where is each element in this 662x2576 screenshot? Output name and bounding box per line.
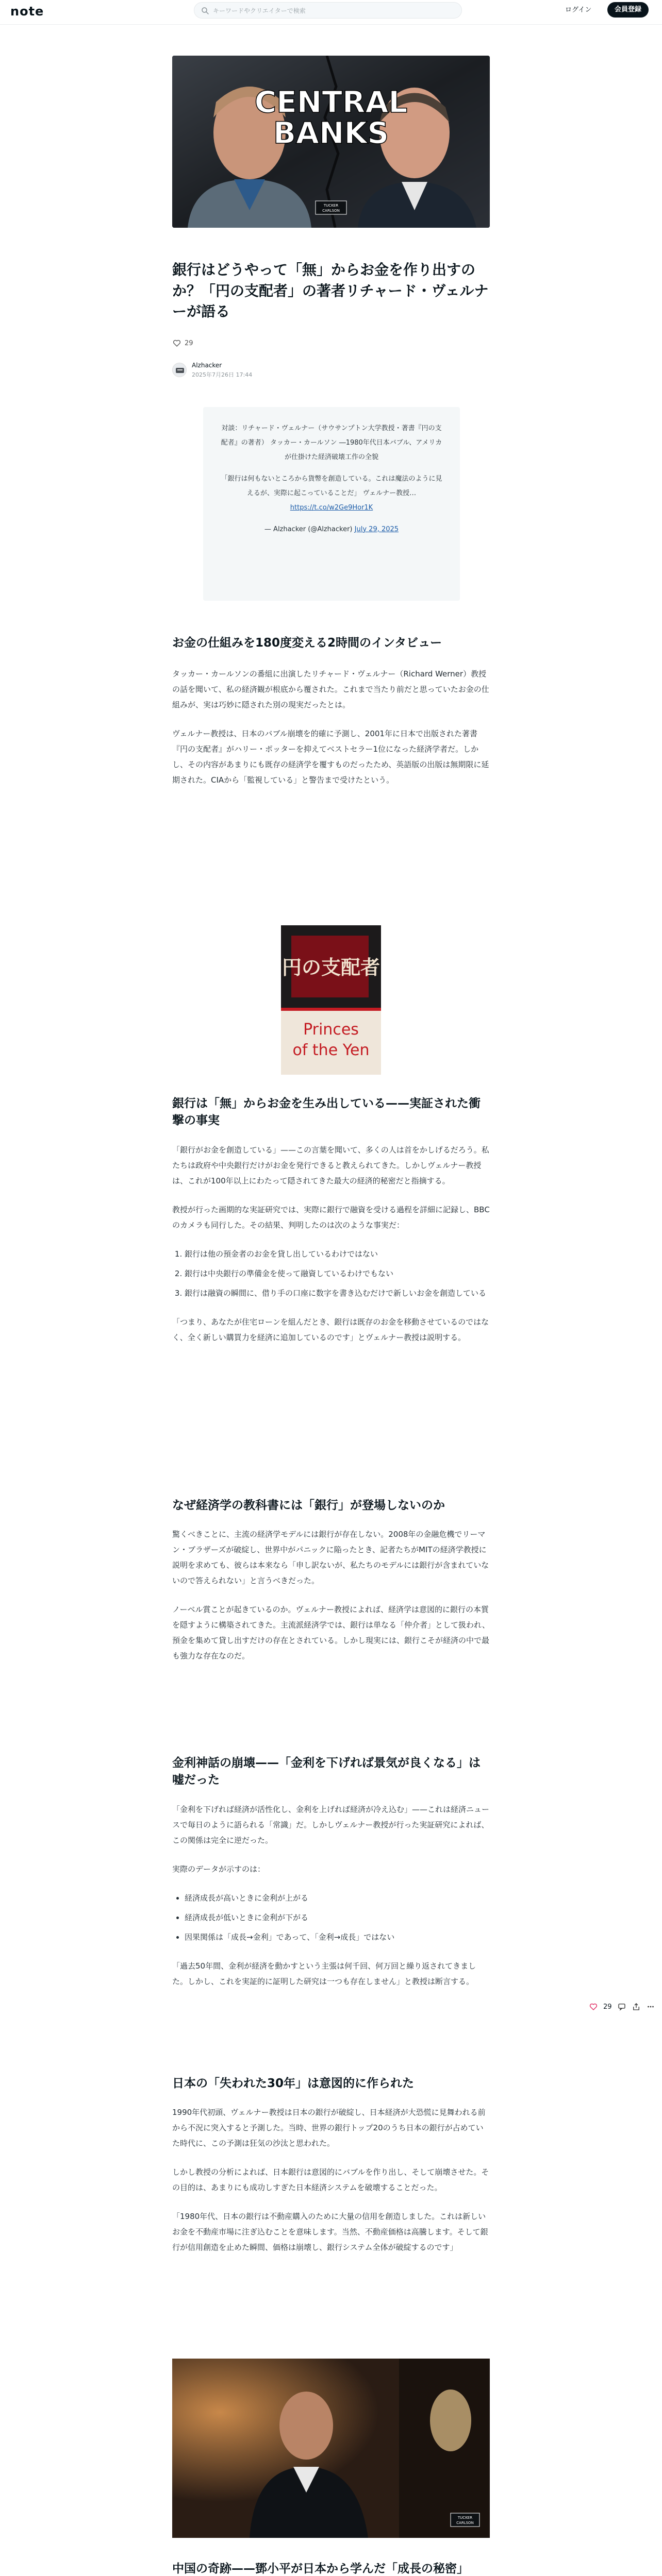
section-heading: お金の仕組みを180度変える2時間のインタビュー — [172, 636, 442, 650]
tweet-paragraph-1: 対談：リチャード・ヴェルナー（サウサンプトン大学教授・著書『円の支配者』の著者） タッカー・カールソン ―1980年代日本バブル、アメリカが仕掛けた経済破壊工作の全貌 — [221, 425, 442, 461]
svg-text:CARLSON: CARLSON — [456, 2521, 474, 2525]
like-counter[interactable] — [172, 338, 193, 348]
paragraph: 教授が行った画期的な実証研究では、実際に銀行で融資を受ける過程を詳細に記録し、BBCのカメラも同行した。その結果、判明したのは次のような事実だ： — [172, 1205, 490, 1230]
tweet-signature: — Alzhacker (@Alzhacker) July 29, 2025 — [264, 525, 399, 533]
section-heading: 銀行は「無」からお金を生み出している——実証された衝撃の事実 — [172, 1097, 481, 1128]
paragraph: 実際のデータが示すのは： — [172, 1864, 266, 1874]
numbered-list — [185, 1246, 490, 1301]
paragraph: ヴェルナー教授は、日本のバブル崩壊を的確に予測し、2001年に日本で出版された著書『円の支配者』がハリー・ポッターを抑えてベストセラー1位になった経済学者だ。しかし、その内容があまりにも既存の経済学を覆すものだったため、英語版の出版は無期限に延期された。CIAから「監視している」と警告まで受けたという。 — [172, 729, 489, 785]
login-link[interactable]: ログイン — [565, 6, 592, 14]
floating-action-bar — [589, 2002, 655, 2011]
section-heading: 金利神話の崩壊——「金利を下げれば景気が良くなる」は嘘だった — [172, 1756, 481, 1787]
avatar-icon — [173, 363, 187, 377]
hero-badge: TUCKER — [323, 204, 339, 208]
svg-text:Princes: Princes — [303, 1021, 359, 1039]
list-item: • 経済成長が高いときに金利が上がる — [185, 1890, 490, 1906]
hero-illustration — [172, 56, 490, 228]
search-box[interactable] — [194, 2, 462, 19]
author-name[interactable]: Alzhacker — [192, 362, 222, 369]
tweet-paragraph-2: 「銀行は何もないところから貨幣を創造している。これは魔法のように見えるが、実際に起こっていることだ」 ヴェルナー教授… https://t.co/w2Ge9Hor1K — [221, 474, 442, 512]
side-like-count: 29 — [603, 2003, 612, 2011]
paragraph: 1990年代初頭、ヴェルナー教授は日本の銀行が破綻し、日本経済が大恐慌に見舞われる前から不況に突入すると予測した。当時、世界の銀行トップ20のうち日本の銀行が占めていた時代に、この予測は狂気の沙汰と思われた。 — [172, 2108, 486, 2148]
top-navigation-bar — [0, 0, 662, 25]
like-count: 29 — [185, 339, 193, 347]
hero-overlay-text: CENTRAL — [254, 84, 408, 120]
svg-text:of the Yen: of the Yen — [292, 1041, 370, 1059]
embedded-tweet — [203, 407, 460, 601]
svg-text:CARLSON: CARLSON — [322, 209, 340, 213]
author-avatar[interactable] — [172, 363, 187, 377]
list-item: • 経済成長が低いときに金利が下がる — [185, 1910, 490, 1925]
list-item: • 因果関係は「成長→金利」であって、「金利→成長」ではない — [185, 1929, 490, 1945]
paragraph: ノーベル賞ことが起きているのか。ヴェルナー教授によれば、経済学は意図的に銀行の本質を隠すように構築されてきた。主流派経済学では、銀行は単なる「仲介者」として扱われ、預金を集めて貸し出すだけの存在とされている。しかし現実には、銀行こそが経済の中で最も強力な存在なのだ。 — [172, 1605, 490, 1661]
section-heading: なぜ経済学の教科書には「銀行」が登場しないのか — [172, 1499, 445, 1512]
share-icon[interactable] — [632, 2002, 641, 2011]
list-item: 2. 銀行は中央銀行の準備金を使って融資しているわけでもない — [185, 1266, 490, 1281]
like-heart-icon[interactable] — [589, 2002, 598, 2011]
paragraph: 「金利を下げれば経済が活性化し、金利を上げれば経済が冷え込む」——これは経済ニュースで毎日のように語られる「常識」だ。しかしヴェルナー教授が行った実証研究によれば、この関係は完全に逆だった。 — [172, 1804, 490, 1845]
interview-video-image[interactable] — [172, 2359, 490, 2538]
search-icon — [201, 6, 210, 15]
section-interview — [172, 635, 490, 801]
paragraph: しかし教授の分析によれば、日本銀行は意図的にバブルを作り出し、そして崩壊させた。その目的は、あまりにも成功しすぎた日本経済システムを破壊することだった。 — [172, 2167, 489, 2193]
list-item: 3. 銀行は融資の瞬間に、借り手の口座に数字を書き込むだけで新しいお金を創造している — [185, 1285, 490, 1301]
paragraph: 「1980年代、日本の銀行は不動産購入のために大量の信用を創造しました。これは新しいお金を不動産市場に注ぎ込むことを意味します。当然、不動産価格は高騰します。そして銀行が信用創造を止めた瞬間、価格は崩壊し、銀行システム全体が破綻するのです」 — [172, 2212, 488, 2252]
book-jp-title: 円の支配者 — [282, 956, 380, 979]
section-heading: 日本の「失われた30年」は意図的に作られた — [172, 2077, 415, 2090]
heart-icon — [172, 338, 181, 348]
tweet-date-link[interactable]: July 29, 2025 — [354, 525, 399, 533]
section-textbook — [172, 1497, 490, 1677]
video-badge: TUCKER — [457, 2516, 473, 2520]
book-cover-image[interactable] — [281, 925, 381, 1075]
paragraph: 「過去50年間、金利が経済を動かすという主張は何千回、何万回と繰り返されてきました。しかし、これを実証的に証明した研究は一つも存在しません」と教授は断言する。 — [172, 1961, 476, 1986]
section-heading: 中国の奇跡——鄧小平が日本から学んだ「成長の秘密」 — [172, 2562, 469, 2575]
section-money-creation — [172, 1095, 490, 1359]
list-item: 1. 銀行は他の預金者のお金を貸し出しているわけではない — [185, 1246, 490, 1262]
comment-icon[interactable] — [617, 2002, 626, 2011]
paragraph: 「つまり、あなたが住宅ローンを組んだとき、銀行は既存のお金を移動させているのではなく、全く新しい購買力を経済に追加しているのです」とヴェルナー教授は説明する。 — [172, 1317, 489, 1342]
section-interest-rate — [172, 1755, 490, 2003]
hero-video-thumbnail[interactable] — [172, 56, 490, 228]
paragraph: タッカー・カールソンの番組に出演したリチャード・ヴェルナー（Richard Werner）教授の話を聞いて、私の経済観が根底から覆された。これまで当たり前だと思っていたお金の仕組みが、実は巧妙に隠された別の現実だったとは。 — [172, 669, 489, 710]
more-options-icon[interactable] — [646, 2002, 655, 2011]
publish-date: 2025年7月26日 17:44 — [192, 371, 253, 378]
book-cover-illustration — [281, 925, 381, 1075]
search-input[interactable] — [213, 6, 450, 16]
section-lost-decades — [172, 2075, 490, 2268]
section-china — [172, 2561, 490, 2576]
paragraph: 驚くべきことに、主流の経済学モデルには銀行が存在しない。2008年の金融危機でリーマン・ブラザーズが破綻し、世界中がパニックに陥ったとき、記者たちがMITの経済学教授に説明を求めても、彼らは本来なら「申し訳ないが、私たちのモデルには銀行が含まれていないので答えられない」と言うべきだった。 — [172, 1530, 489, 1586]
tweet-link[interactable]: https://t.co/w2Ge9Hor1K — [290, 503, 373, 512]
interview-illustration — [172, 2359, 490, 2538]
article-title: 銀行はどうやって「無」からお金を作り出すのか？「円の支配者」の著者リチャード・ヴェルナーが語る — [172, 261, 489, 320]
paragraph: 「銀行がお金を創造している」——この言葉を聞いて、多くの人は首をかしげるだろう。私たちは政府や中央銀行だけがお金を発行できると教えられてきた。しかしヴェルナー教授は、これが100年以上にわたって隠されてきた最大の経済的秘密だと指摘する。 — [172, 1145, 489, 1185]
svg-text:BANKS: BANKS — [273, 115, 389, 150]
signup-button[interactable]: 会員登録 — [607, 2, 649, 18]
note-logo[interactable]: note — [10, 4, 44, 19]
bullet-list — [185, 1890, 490, 1945]
